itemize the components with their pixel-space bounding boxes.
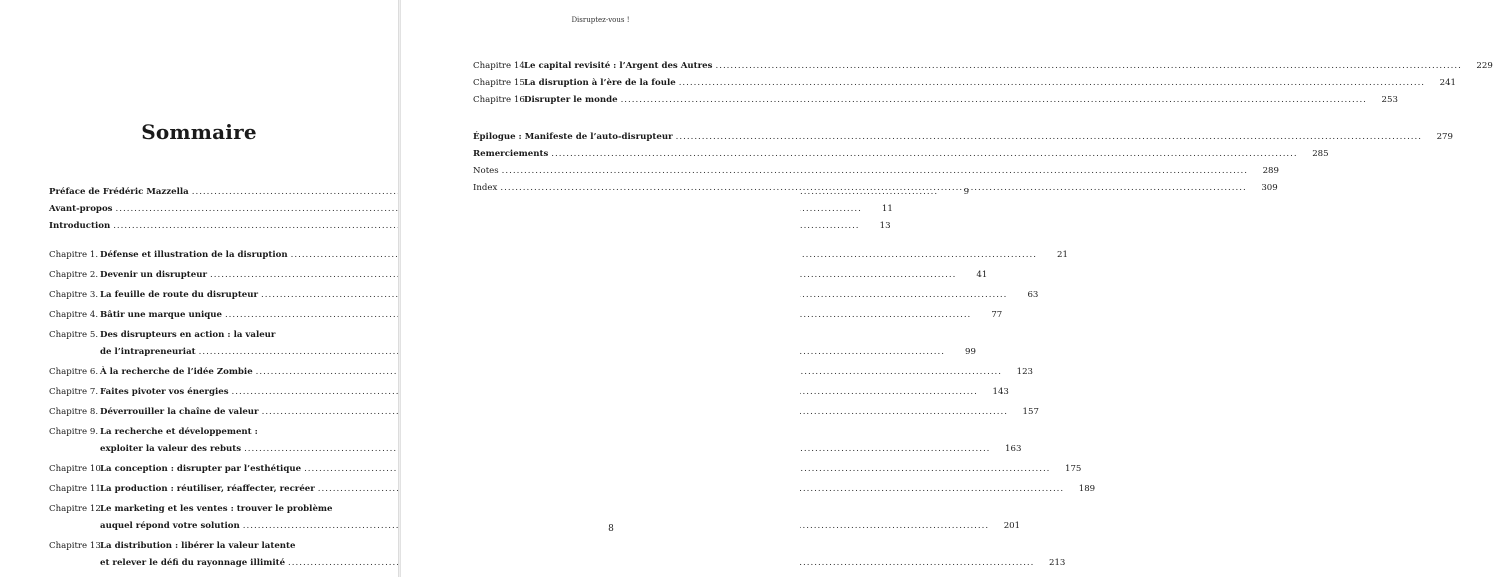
leader-dots	[621, 92, 1367, 109]
chapter-title: La feuille de route du disrupteur	[100, 290, 259, 300]
toc-entry-page: 99	[965, 347, 976, 357]
toc-entry-label: Introduction	[49, 221, 111, 231]
chapter-number: Chapitre 6.	[49, 367, 99, 377]
toc-entry-page: 163	[1005, 444, 1022, 454]
toc-entry-index	[473, 180, 1278, 197]
toc-entry-chapter-6	[49, 364, 1034, 381]
chapter-title: La recherche et développement :	[100, 427, 258, 437]
toc-entry-label: Préface de Frédéric Mazzella	[49, 187, 189, 197]
leader-dots	[500, 180, 1246, 197]
toc-entry-chapter-15	[473, 75, 1457, 92]
toc-entry-introduction	[49, 218, 891, 235]
chapter-number: Chapitre 4.	[49, 310, 99, 320]
chapter-number: Chapitre 1.	[49, 250, 99, 260]
toc-entry-page: 253	[1381, 95, 1398, 105]
chapter-number: Chapitre 3.	[49, 290, 99, 300]
toc-entry-chapter-3	[49, 287, 1039, 304]
toc-entry-chapter-13	[49, 538, 1066, 572]
toc-entry-page: 11	[881, 204, 893, 214]
chapter-number: Chapitre 14.	[473, 61, 528, 71]
toc-entry-chapter-12	[49, 501, 1021, 535]
running-head: Disruptez-vous !	[571, 16, 630, 24]
toc-entry-page: 241	[1439, 78, 1457, 88]
toc-entry-chapter-2	[49, 267, 988, 284]
toc-entry-chapter-5	[49, 327, 976, 361]
toc-entry-page: 21	[1057, 250, 1068, 260]
chapter-number: Chapitre 5.	[49, 330, 99, 340]
chapter-list	[49, 247, 1096, 572]
toc-entry-page: 9	[963, 187, 970, 197]
toc-entry-page: 13	[879, 221, 891, 231]
chapter-title: Le marketing et les ventes : trouver le problème	[100, 504, 333, 514]
chapter-title: Disrupter le monde	[524, 95, 618, 105]
toc-entry-page: 143	[992, 387, 1009, 397]
toc-entry-notes	[473, 163, 1279, 180]
chapter-title: Faites pivoter vos énergies	[100, 387, 229, 397]
toc-entry-chapter-7	[49, 384, 1009, 401]
chapter-title: Déverrouiller la chaîne de valeur	[100, 407, 259, 417]
chapter-title: La distribution : libérer la valeur latente	[100, 541, 296, 551]
leader-dots	[679, 75, 1425, 92]
chapter-number: Chapitre 7.	[49, 387, 99, 397]
toc-entry-page: 77	[991, 310, 1003, 320]
chapter-number: Chapitre 9.	[49, 427, 99, 437]
chapter-number: Chapitre 12.	[49, 504, 104, 514]
chapter-number: Chapitre 15.	[473, 78, 528, 88]
chapter-number: Chapitre 8.	[49, 407, 99, 417]
toc-entry-avant-propos	[49, 201, 893, 218]
toc-entry-page: 213	[1048, 558, 1066, 568]
toc-entry-label: Remerciements	[473, 149, 549, 159]
toc-entry-label: Avant-propos	[49, 204, 113, 214]
chapter-number: Chapitre 11.	[49, 484, 104, 494]
leader-dots	[551, 146, 1297, 163]
toc-entry-chapter-16	[473, 92, 1398, 109]
toc-entry-chapter-4	[49, 307, 1003, 324]
toc-entry-page: 279	[1436, 132, 1453, 142]
chapter-title: Devenir un disrupteur	[100, 270, 208, 280]
chapter-number: Chapitre 13.	[49, 541, 104, 551]
toc-entry-page: 63	[1027, 290, 1039, 300]
toc-entry-page: 309	[1261, 183, 1278, 193]
toc-entry-chapter-14	[473, 58, 1493, 75]
page-title: Sommaire	[141, 120, 257, 144]
chapter-title-continued: auquel répond votre solution	[100, 521, 240, 531]
leader-dots	[715, 58, 1461, 75]
chapter-list-continued	[473, 58, 1493, 109]
chapter-title: La conception : disrupter par l’esthétique	[100, 464, 302, 474]
chapter-title: À la recherche de l’idée Zombie	[100, 367, 253, 377]
leader-dots	[676, 129, 1422, 146]
toc-entry-label: Index	[473, 183, 498, 193]
chapter-title-continued: de l’intrapreneuriat	[100, 347, 196, 357]
toc-entry-chapter-8	[49, 404, 1039, 421]
toc-entry-chapter-1	[49, 247, 1068, 264]
chapter-title: Le capital revisité : l’Argent des Autres	[524, 61, 713, 71]
toc-entry-page: 289	[1262, 166, 1279, 176]
toc-entry-chapter-9	[49, 424, 1022, 458]
toc-entry-page: 175	[1065, 464, 1082, 474]
toc-entry-page: 285	[1312, 149, 1329, 159]
page-number: 8	[608, 524, 614, 534]
toc-entry-remerciements	[473, 146, 1329, 163]
chapter-title: Bâtir une marque unique	[100, 310, 222, 320]
toc-entry-label: Épilogue : Manifeste de l’auto-disrupteur	[473, 132, 673, 142]
toc-entry-page: 189	[1078, 484, 1096, 494]
back-matter-list	[473, 129, 1453, 197]
chapter-title: La production : réutiliser, réaffecter, recréer	[100, 484, 315, 494]
toc-entry-chapter-11	[49, 481, 1096, 498]
chapter-number: Chapitre 10.	[49, 464, 104, 474]
toc-entry-epilogue	[473, 129, 1453, 146]
toc-entry-page: 41	[976, 270, 988, 280]
chapter-title: Des disrupteurs en action : la valeur	[100, 330, 276, 340]
leader-dots	[502, 163, 1248, 180]
toc-entry-chapter-10	[49, 461, 1082, 478]
chapter-title-continued: exploiter la valeur des rebuts	[100, 444, 242, 454]
chapter-number: Chapitre 16.	[473, 95, 528, 105]
chapter-title: Défense et illustration de la disruption	[100, 250, 288, 260]
toc-entry-label: Notes	[473, 166, 499, 176]
toc-entry-page: 229	[1476, 61, 1493, 71]
toc-entry-page: 201	[1003, 521, 1021, 531]
toc-entry-page: 123	[1016, 367, 1034, 377]
chapter-title: La disruption à l’ère de la foule	[524, 78, 676, 88]
chapter-number: Chapitre 2.	[49, 270, 99, 280]
toc-entry-page: 157	[1022, 407, 1039, 417]
chapter-title-continued: et relever le défi du rayonnage illimité	[100, 558, 286, 568]
